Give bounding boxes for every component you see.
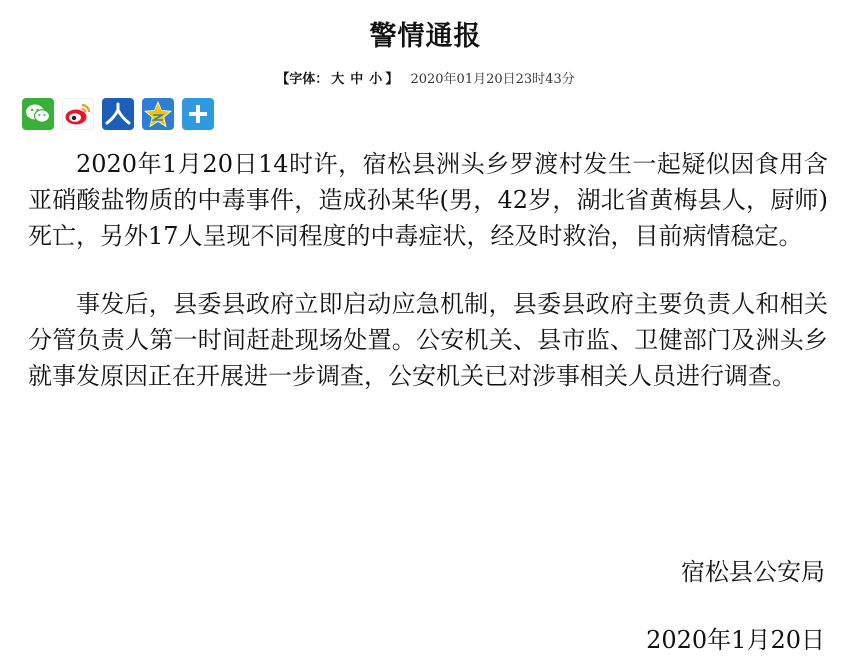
more-share-icon <box>186 102 210 126</box>
font-size-small-link[interactable]: 小 <box>369 72 383 87</box>
issuer-signature: 宿松县公安局 <box>681 558 825 586</box>
renren-share-button[interactable] <box>102 98 134 130</box>
article-meta <box>0 68 851 87</box>
more-share-button[interactable] <box>182 98 214 130</box>
publish-datetime: 2020年01月20日23时43分 <box>410 72 575 87</box>
renren-icon <box>105 102 131 126</box>
issue-date: 2020年1月20日 <box>646 626 825 654</box>
wechat-icon <box>25 103 51 125</box>
wechat-share-button[interactable] <box>22 98 54 130</box>
qzone-icon <box>144 101 172 128</box>
font-size-large-link[interactable]: 大 <box>331 72 345 87</box>
page-title: 警情通报 <box>369 21 482 52</box>
font-size-label-open: 【字体： <box>276 72 329 87</box>
article-paragraph: 2020年1月20日14时许，宿松县洲头乡罗渡村发生一起疑似因食用含亚硝酸盐物质的中毒事件，造成孙某华(男，42岁，湖北省黄梅县人，厨师)死亡，另外17人呈现不同程度的中毒症状，经及时救治，目前病情稳定。 <box>28 150 828 250</box>
qzone-share-button[interactable] <box>142 98 174 130</box>
weibo-icon <box>64 101 92 127</box>
font-size-medium-link[interactable]: 中 <box>350 72 364 87</box>
share-bar <box>22 98 214 130</box>
font-size-label-close: 】 <box>385 72 399 87</box>
weibo-share-button[interactable] <box>62 98 94 130</box>
article-body <box>28 146 828 426</box>
article-paragraph: 事发后，县委县政府立即启动应急机制，县委县政府主要负责人和相关分管负责人第一时间赶赴现场处置。公安机关、县市监、卫健部门及洲头乡就事发原因正在开展进一步调查，公安机关已对涉事相关人员进行调查。 <box>28 290 828 390</box>
